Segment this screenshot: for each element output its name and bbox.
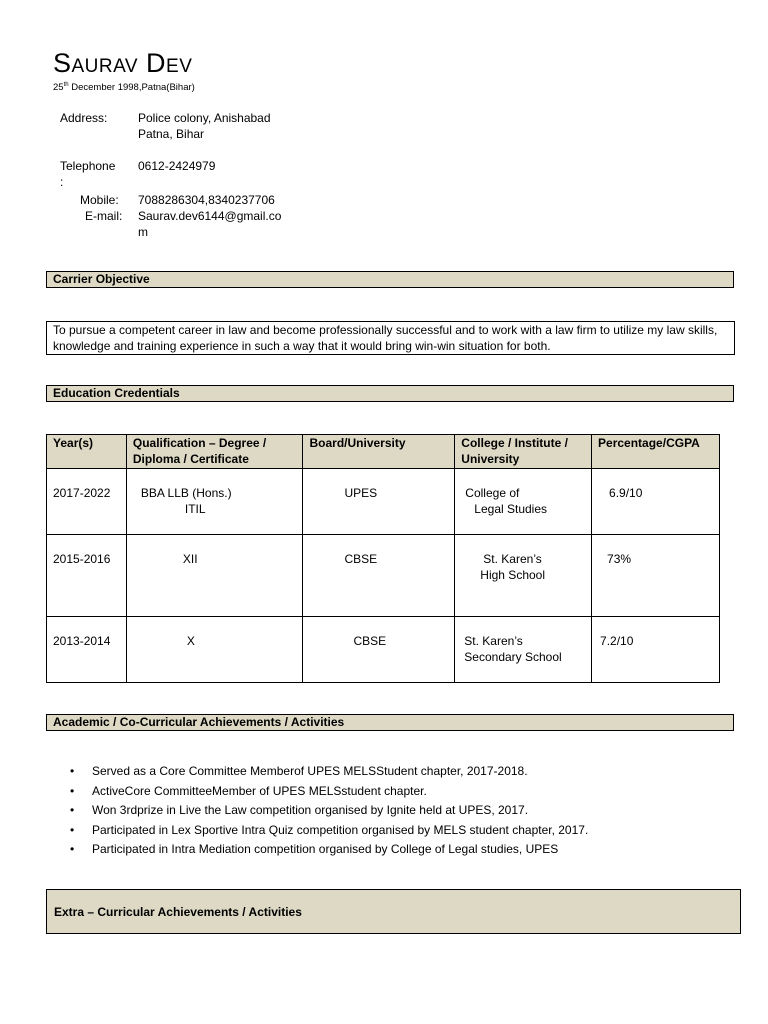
col-header-board: Board/University [303, 435, 455, 469]
objective-heading: Carrier Objective [46, 271, 734, 288]
college-line-1: St. Karen’s [464, 634, 523, 648]
college-line-2: High School [480, 568, 546, 582]
col-header-year: Year(s) [47, 435, 127, 469]
college-line-1: St. Karen’s [483, 552, 542, 566]
list-item: • Served as a Core Committee Memberof UPES MELSStudent chapter, 2017-2018. [70, 762, 588, 782]
cell-board: CBSE [303, 535, 455, 617]
extra-curricular-heading: Extra – Curricular Achievements / Activities [46, 889, 741, 934]
qualification-line-2: ITIL [184, 502, 206, 516]
list-item: • Participated in Intra Mediation competition organised by College of Legal studies, UPES [70, 840, 588, 860]
table-row [47, 617, 720, 683]
cell-board: CBSE [303, 617, 455, 683]
address-label: Address: [60, 111, 108, 125]
cell-college [455, 617, 592, 683]
email-line-1[interactable]: Saurav.dev6144@gmail.co [138, 209, 282, 223]
cell-qualification [126, 469, 303, 535]
cell-college [455, 535, 592, 617]
telephone-label-colon: : [60, 175, 64, 189]
academic-achievements-list [70, 762, 588, 860]
col-header-college: College / Institute / University [455, 435, 592, 469]
education-heading: Education Credentials [46, 385, 734, 402]
objective-text: To pursue a competent career in law and become professionally successful and to work with a law firm to utilize my law skills, knowledge and training experience in such a way that it would bring win-win situation for both. [46, 321, 735, 355]
education-table [46, 434, 720, 683]
cell-board: UPES [303, 469, 455, 535]
date-of-birth: 25th December 1998,Patna(Bihar) [53, 82, 195, 94]
college-line-1: College of [465, 486, 520, 500]
cell-college [455, 469, 592, 535]
email-line-2[interactable]: m [138, 225, 148, 239]
table-header-row [47, 435, 720, 469]
col-header-score: Percentage/CGPA [592, 435, 720, 469]
address-line-2: Patna, Bihar [138, 127, 205, 141]
mobile-label: Mobile: [80, 193, 119, 207]
table-row [47, 469, 720, 535]
college-line-2: Secondary School [464, 650, 562, 664]
cell-year: 2013-2014 [47, 617, 127, 683]
col-header-qualification: Qualification – Degree / Diploma / Certificate [126, 435, 303, 469]
cell-qualification: X [126, 617, 303, 683]
telephone-value: 0612-2424979 [138, 159, 216, 173]
cell-score: 73% [592, 535, 720, 617]
cell-year: 2015-2016 [47, 535, 127, 617]
cell-score: 6.9/10 [592, 469, 720, 535]
mobile-value: 7088286304,8340237706 [138, 193, 275, 207]
cell-score: 7.2/10 [592, 617, 720, 683]
academic-heading: Academic / Co-Curricular Achievements / Activities [46, 714, 734, 731]
list-item: • ActiveCore CommitteeMember of UPES MELSstudent chapter. [70, 782, 588, 802]
table-row [47, 535, 720, 617]
candidate-name: Saurav Dev [53, 48, 193, 78]
list-item: • Participated in Lex Sportive Intra Quiz competition organised by MELS student chapter, 2017. [70, 821, 588, 841]
cell-year: 2017-2022 [47, 469, 127, 535]
address-line-1: Police colony, Anishabad [138, 111, 271, 125]
telephone-label: Telephone [60, 159, 116, 173]
qualification-line-1: BBA LLB (Hons.) [140, 486, 232, 500]
email-label: E-mail: [85, 209, 123, 223]
list-item: • Won 3rdprize in Live the Law competition organised by Ignite held at UPES, 2017. [70, 801, 588, 821]
college-line-2: Legal Studies [474, 502, 548, 516]
cell-qualification: XII [126, 535, 303, 617]
